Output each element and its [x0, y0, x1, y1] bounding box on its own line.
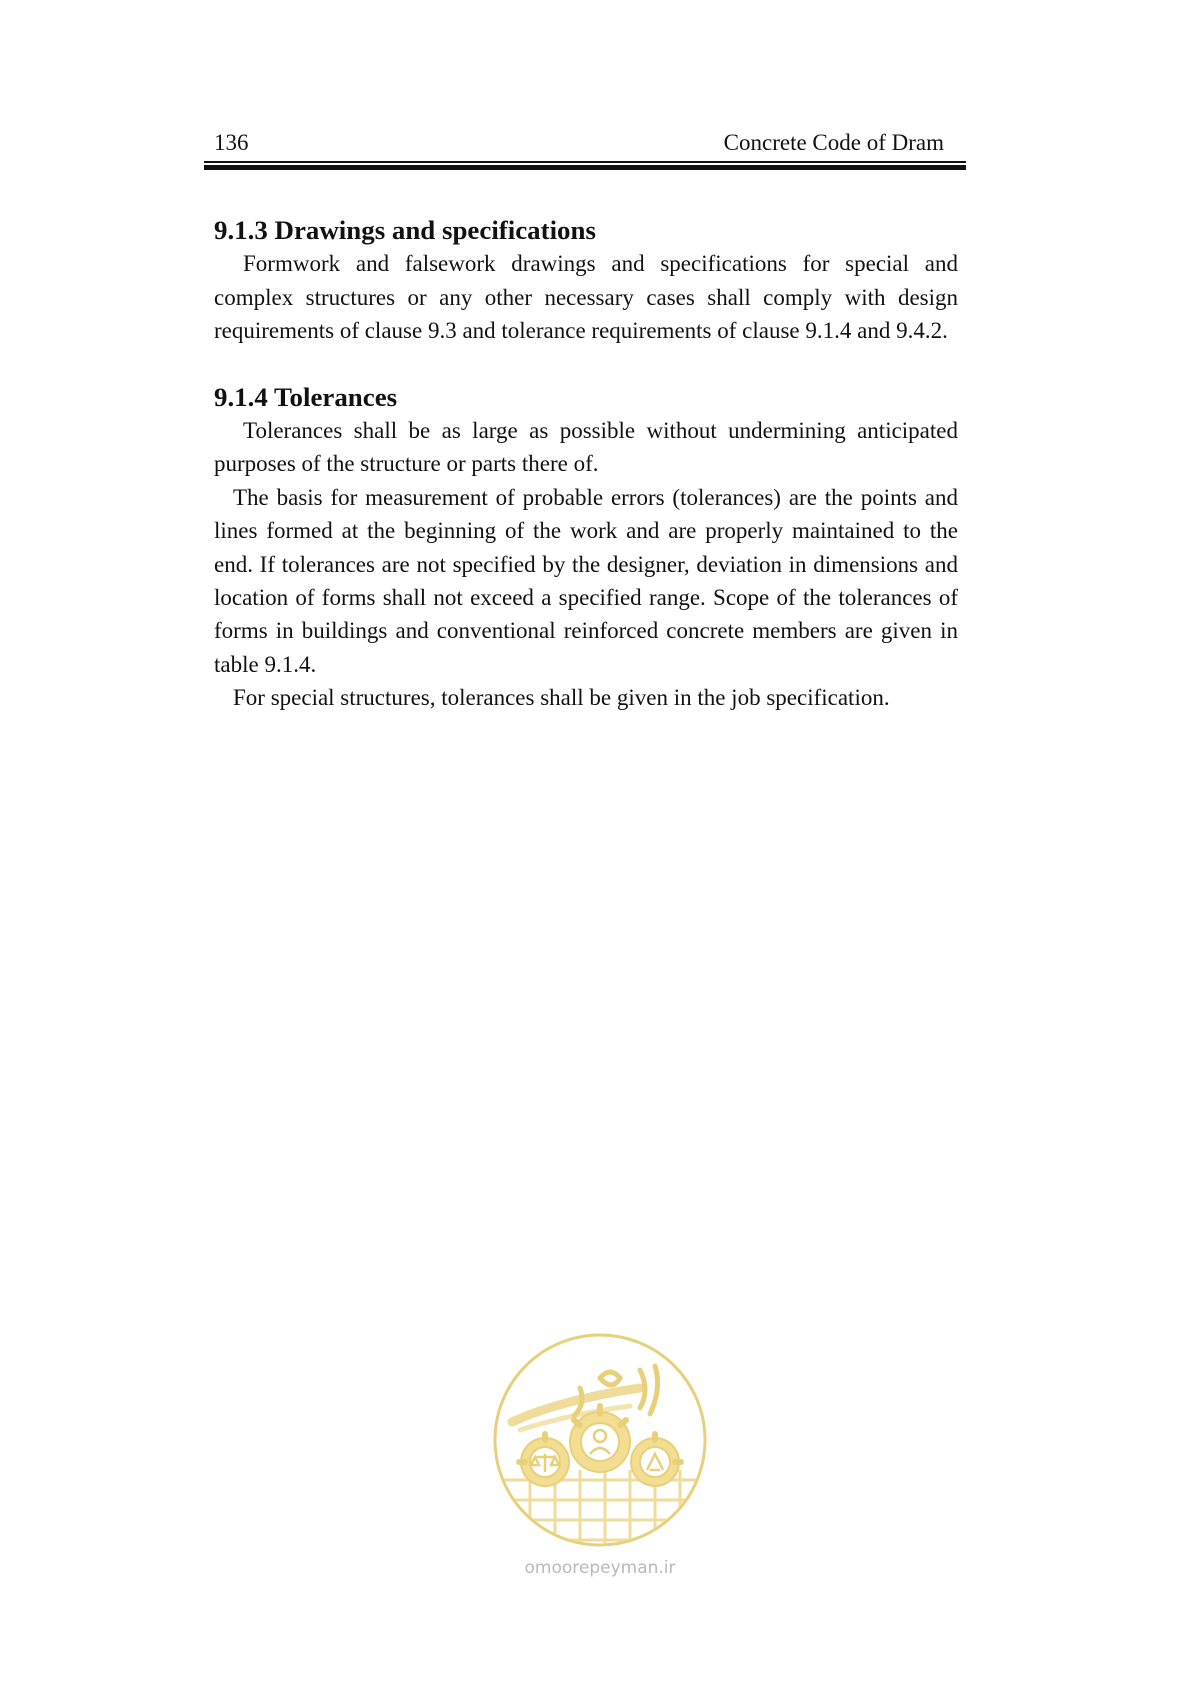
section-heading-drawings: 9.1.3 Drawings and specifications [214, 215, 596, 245]
paragraph-tolerances-3: For special structures, tolerances shall be given in the job specification. [233, 685, 890, 711]
watermark-caption: omoorepeyman.ir [524, 1558, 676, 1578]
section-heading-tolerances: 9.1.4 Tolerances [214, 381, 398, 412]
paragraph-tolerances-1: Tolerances shall be as large as possible without undermining anticipated purposes of the structure or parts there of. [214, 418, 958, 477]
header-rule-thin [204, 161, 966, 163]
page-number: 136 [214, 130, 249, 155]
section-gap [214, 348, 958, 381]
paragraph-drawings: Formwork and falsework drawings and specifications for special and complex structures or any other necessary cases shall comply with design requirements of clause 9.3 and tolerance requirements of clause 9.1.4 and 9.4.2. [214, 251, 958, 344]
running-title: Concrete Code of Dram [723, 130, 944, 155]
header-rule-thick [204, 165, 966, 170]
page-body [214, 214, 958, 715]
paragraph-tolerances-2: The basis for measurement of probable errors (tolerances) are the points and lines formed at the beginning of the work and are properly maintained to the end. If tolerances are not specified by the designer, deviation in dimensions and location of forms shall not exceed a specified range. Scope of the tolerances of forms in buildings and conventional reinforced concrete members are given in table 9.1.4. [214, 484, 958, 677]
watermark-emblem-icon [490, 1330, 710, 1550]
page-header [204, 128, 956, 160]
watermark-logo [490, 1330, 710, 1578]
